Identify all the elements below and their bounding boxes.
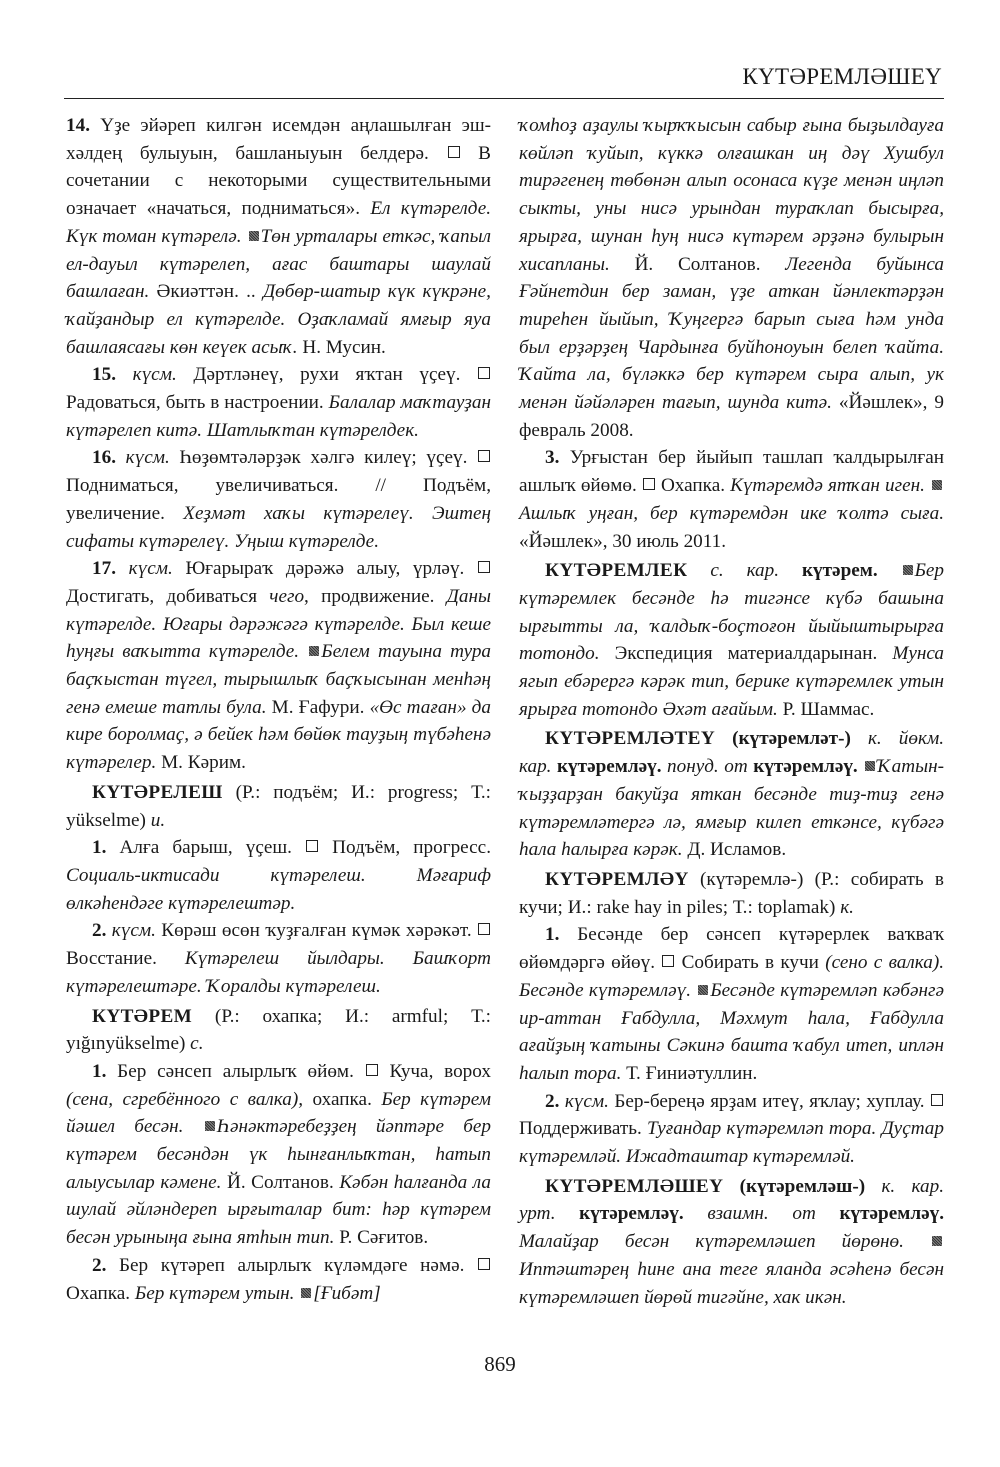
definition-text: Алға барыш, үҫеш. bbox=[106, 837, 306, 859]
russian-translation: Достигать, добиваться bbox=[66, 585, 270, 607]
definition-text: Бер сәнсеп алырлыҡ өйөм. bbox=[106, 1060, 365, 1082]
russian-translation: Охапка. bbox=[655, 475, 731, 497]
running-head: КҮТӘРЕМЛӘШЕҮ bbox=[742, 64, 942, 89]
source: Й. Солтанов. bbox=[609, 253, 786, 275]
example: Социаль-иктисади күтәрелеш. Мәғариф өлкәһендәге күтәрелештәр. bbox=[66, 864, 491, 914]
headword: КҮТӘРЕМЛӘТЕҮ bbox=[545, 728, 716, 750]
square-marker-icon bbox=[931, 1094, 943, 1106]
sense-number: 2. bbox=[545, 1090, 560, 1112]
grammar-label: күсм. bbox=[111, 920, 156, 942]
sense-number: 1. bbox=[92, 837, 107, 859]
source: Р. Шаммас. bbox=[777, 698, 875, 720]
definition-text: Һөҙөмтәләрҙәк хәлгә килеү; үҫеү. bbox=[169, 447, 478, 469]
right-column bbox=[519, 112, 944, 1311]
sense-16 bbox=[66, 444, 491, 555]
citation: Мунса ягып ебәрергә кәрәк тип, берике күтәремлек утын ярырға тотондо Әхәт ағайым. bbox=[519, 643, 944, 720]
citation-marker-icon bbox=[205, 1121, 215, 1131]
example: Балалар маҡтауҙан күтәрелеп китә. Шатлыҡтан күтәрелдек. bbox=[66, 392, 491, 441]
citation: [Ғибәт] bbox=[313, 1282, 381, 1304]
page-number: 869 bbox=[484, 1352, 516, 1376]
sense-1 bbox=[66, 834, 491, 917]
russian-translation: Поддерживать. bbox=[519, 1118, 647, 1140]
sense-1: 1. Бер сәнсеп алырлыҡ өйөм. Куча, ворох (сена, сгребённого с валка), охапка. Бер күтәрем йәшел бесән. Һәнәктәребеҙҙең йәптәре бер күтәрем бесәндән үк һынғанлыҡтан, һатып алыусылар кәмене. Й. Солтанов. Кәбән һалғанда ла шулай әйләндереп ырғыталар бит: һәр күтәрем бесән урыныңа ғына ятһын тип. Р. Сәғитов. bbox=[66, 1060, 492, 1249]
headword: КҮТӘРЕЛЕШ bbox=[92, 781, 223, 803]
cross-reference: күтәремләү. bbox=[557, 756, 662, 778]
sense-number: 1. bbox=[92, 1060, 107, 1082]
sense-1: 1. Бесәнде бер сәнсеп күтәрерлек ваҡваҡ өйөмдәргә өйөү. Собирать в кучи (сено с валка). Бесәнде күтәремләү. Бесәнде күтәремләп кәбәнгә ир-аттан Ғабдулла, Мәхмут һала, Ғабдулла ағайҙың ҡатыны Сәкинә башта ҡабул итеп, иплән һалып тора. Т. Ғиниәтуллин. bbox=[519, 924, 945, 1084]
source: Т. Ғиниәтуллин. bbox=[621, 1062, 758, 1084]
citation: Легенда буйынса Ғәйнетдин бер заман, үҙе аткан йәнлектәрҙән тиреһен йыйып, Ҡуңгергә барып сыға һәм унда был ерҙәрҙең Чардынға буйһоноуын белеп ҡайта. Ҡайта ла, бүләккә бер күтәрем сыра алып, ук менән йәйәләрен тағып, шунда китә. bbox=[519, 253, 944, 414]
source: «Йәшлек», 30 июль 2011. bbox=[519, 530, 727, 552]
citation-continued bbox=[519, 112, 944, 444]
citation-marker-icon bbox=[249, 231, 259, 241]
example: Бер күтәрем йәшел бесән. bbox=[66, 1088, 491, 1138]
source: Экспедиция материалдарынан. bbox=[599, 643, 893, 665]
citation: Ҡатын-ҡыҙҙарҙан бакуйҙа яткан бесәнде тиҙ-тиҙ генә күтәремләтергә лә, ямғыр килеп еткәнсе, күбәгә һала һалырға кәрәк. bbox=[519, 756, 944, 861]
source: М. Кәрим. bbox=[156, 752, 246, 774]
example: Туғандар күтәремләп тора. Дуҫтар күтәремләй. Ижадташтар күтәремләй. bbox=[519, 1118, 944, 1168]
sense-2 bbox=[66, 1252, 491, 1307]
page-header bbox=[64, 58, 944, 99]
entry-kutaremlek bbox=[519, 557, 944, 723]
grammar-label: взаимн. от bbox=[683, 1203, 840, 1225]
citation: Кәбән һалғанда ла шулай әйләндереп ырғыталар бит: һәр күтәрем бесән урыныңа ғына ятһын тип. bbox=[66, 1171, 492, 1249]
headword: КҮТӘРЕМ bbox=[92, 1005, 193, 1027]
source: Н. Мусин. bbox=[297, 336, 386, 358]
grammar-label: с. кар. bbox=[687, 560, 780, 582]
square-marker-icon bbox=[478, 1258, 490, 1270]
russian-translation: Охапка. bbox=[66, 1282, 135, 1304]
source: М. Ғафури. bbox=[266, 696, 370, 718]
sense-number: 2. bbox=[92, 1254, 107, 1276]
part-of-speech: с. bbox=[190, 1033, 204, 1055]
cross-reference: күтәрем. bbox=[801, 560, 878, 582]
citation-marker-icon bbox=[903, 565, 913, 575]
equivalents: (күтәремлә-) (Р.: собирать в кучи; И.: rake hay in piles; Т.: toplamak) bbox=[519, 868, 944, 918]
russian-translation: Собирать в кучи bbox=[675, 952, 826, 974]
left-column bbox=[66, 112, 491, 1307]
sense-number: 14. bbox=[66, 115, 90, 136]
square-marker-icon bbox=[306, 840, 318, 852]
definition-text: Урғыстан бер йыйып ташлап ҡалдырылған ашлыҡ өйөмө. bbox=[519, 447, 944, 497]
citation: «Өс таған» да кире боролмаҫ, ә бейек һәм бөйөк тауҙың түбәһенә күтәрелер. bbox=[66, 696, 491, 774]
source: Р. Сәғитов. bbox=[334, 1227, 429, 1249]
grammar-label: күсм. bbox=[564, 1090, 609, 1112]
square-marker-icon bbox=[478, 923, 490, 935]
square-marker-icon bbox=[366, 1064, 378, 1076]
example: Хеҙмәт хаҡы күтәрелеү. Эштең сифаты күтәрелеү. Уңыш күтәрелде. bbox=[66, 502, 491, 552]
sense-number: 3. bbox=[545, 447, 560, 469]
grammar-label: к. йөкм. кар. bbox=[519, 728, 944, 778]
sense-2 bbox=[519, 1088, 944, 1171]
square-marker-icon bbox=[478, 450, 490, 462]
citation-marker-icon bbox=[865, 761, 875, 771]
grammar-label: к. кар. урт. bbox=[519, 1175, 944, 1225]
source: Әкиәттән. .. bbox=[149, 281, 263, 303]
sense-number: 2. bbox=[92, 920, 107, 942]
headword: КҮТӘРЕМЛӘҮ bbox=[545, 868, 689, 890]
example: Ел күтәрелде. Күк томан күтәрелә. bbox=[66, 198, 492, 247]
definition-text: Үҙе эйәреп килгән исемдән аңлашылған эш-хәлдең булыуын, башланыуын белдерә. bbox=[66, 115, 491, 164]
grammar-label: күсм. bbox=[132, 364, 177, 386]
russian-translation: Куча, ворох bbox=[378, 1060, 491, 1082]
grammar-label: күсм. bbox=[125, 447, 170, 469]
source: Д. Исламов. bbox=[682, 839, 787, 861]
citation: Бесәнде күтәремләп кәбәнгә ир-аттан Ғабдулла, Мәхмут һала, Ғабдулла ағайҙың ҡатыны Сәкинә башта ҡабул итеп, иплән һалып тора. bbox=[519, 979, 944, 1084]
cross-reference: күтәремләү. bbox=[753, 756, 858, 778]
definition-text: Дәртләнеү, рухи яҡтан үҫеү. bbox=[176, 364, 477, 386]
entry-kutarem bbox=[66, 1003, 491, 1058]
example: Малайҙар бесән күтәремләшеп йөрөнө. bbox=[519, 1231, 904, 1253]
citation: ҡомһоҙ аҙаулы ҡырҡҡысын сабыр ғына быҙылдауға көйләп ҡуйып, күккә олғашкан иң дәү Хушбул тирәгенең төбөнән алып осонаса күҙе менән иңләп сыкты, уны нисә урындан тураҡлап бысырға, ярырға, шунан һуң нисә күтәрем әрҙәнә булырын хисапланы. bbox=[519, 115, 944, 275]
part-of-speech: и. bbox=[150, 809, 166, 831]
definition-text: Бер-береңә ярҙам итеү, яҡлау; хуплау. bbox=[608, 1090, 931, 1112]
russian-translation: Восстание. bbox=[66, 948, 185, 970]
equivalents: (Р.: охапка; И.: armful; Т.: yığınyükselme) bbox=[66, 1005, 491, 1055]
definition-text: Юғарыраҡ дәрәжә алыу, үрләү. bbox=[172, 558, 478, 580]
source: Й. Солтанов. bbox=[221, 1171, 340, 1193]
square-marker-icon bbox=[662, 955, 674, 967]
citation-marker-icon bbox=[932, 1236, 942, 1246]
headword: КҮТӘРЕМЛЕК bbox=[545, 560, 688, 582]
entry-kutarelesh bbox=[66, 779, 491, 834]
square-marker-icon bbox=[478, 561, 490, 573]
russian-translation: Радоваться, быть в настроении. bbox=[66, 392, 329, 414]
citation-marker-icon bbox=[309, 646, 319, 656]
example: Даны күтәрелде. Юғары дәрәжәгә күтәрелде. Был кеше һуңғы ваҡытта күтәрелде. bbox=[66, 585, 491, 663]
grammar-label: понуд. от bbox=[661, 756, 754, 778]
example: Бер күтәрем утын. bbox=[134, 1282, 295, 1304]
russian-translation: Подниматься, увеличиваться. // Подъём, увеличение. bbox=[66, 475, 491, 524]
square-marker-icon bbox=[643, 478, 655, 490]
sense-3 bbox=[519, 444, 944, 555]
entry-kutaremlasheu bbox=[519, 1173, 944, 1312]
citation: Иптәштәрең һине ана теге яланда әсәһенә бесән күтәремләшеп йөрөй тигәйне, хак икән. bbox=[519, 1258, 944, 1308]
example: Күтәремдә ятҡан иген. bbox=[730, 475, 925, 497]
russian-translation: В сочетании с некоторыми существительными означает «начаться, подниматься». bbox=[66, 142, 491, 220]
citation: Дөбөр-шатыр күк күкрәне, ҡайҙандыр ел күтәрелде. Оҙаҡламай ямғыр яуа башлаясағы көн кеүек асыҡ. bbox=[66, 281, 491, 358]
equivalents: (Р.: подъём; И.: progress; Т.: yükselme) bbox=[66, 781, 491, 831]
citation: Белем тауына тура баҫҡыстан түгел, тырышлыҡ баҫҡысынан менһәң генә емеше татлы була. bbox=[66, 641, 492, 718]
example: Бесәнде күтәремләү. bbox=[519, 979, 691, 1001]
definition-text: Көрәш өсөн ҡуҙғалған күмәк хәрәкәт. bbox=[155, 920, 478, 942]
citation: Ашлыҡ уңған, бер күтәремдән ике ҡолтә сыға. bbox=[519, 502, 944, 524]
part-of-speech: к. bbox=[840, 896, 854, 918]
definition-text: Бер күтәреп алырлыҡ күләмдәге нәмә. bbox=[106, 1254, 477, 1276]
sense-2 bbox=[66, 917, 491, 1000]
square-marker-icon bbox=[478, 367, 490, 379]
stem: (күтәремләт-) bbox=[715, 728, 868, 750]
russian-translation: Подъём, прогресс. bbox=[319, 837, 491, 859]
sense-14 bbox=[66, 112, 491, 361]
citation-marker-icon bbox=[698, 985, 708, 995]
citation: Төн урталары еткәс, ҡапыл ел-дауыл күтәрелеп, ағас баштары шаулай башлаған. bbox=[66, 225, 491, 303]
source: «Йәшлек», 9 февраль 2008. bbox=[519, 392, 944, 441]
sense-15 bbox=[66, 361, 491, 444]
sense-number: 16. bbox=[92, 447, 116, 469]
example: Күтәрелеш йылдары. Башҡорт күтәрелештәре. Ҡоралды күтәрелеш. bbox=[66, 948, 492, 997]
sense-number: 1. bbox=[545, 924, 560, 946]
citation: Һәнәктәребеҙҙең йәптәре бер күтәрем бесәндән үк һынғанлыҡтан, һатып алыусылар кәмене. bbox=[66, 1116, 492, 1193]
definition-text: Бесәнде бер сәнсеп күтәрерлек ваҡваҡ өйөмдәргә өйөү. bbox=[519, 924, 944, 974]
citation-marker-icon bbox=[932, 480, 942, 490]
entry-kutaremlateu bbox=[519, 725, 944, 864]
citation-marker-icon bbox=[301, 1288, 311, 1298]
stem: (күтәремләш-) bbox=[723, 1175, 882, 1197]
sense-17: 17. күсм. Юғарыраҡ дәрәжә алыу, үрләү. Достигать, добиваться чего, продвижение. Даны күтәрелде. Юғары дәрәжәгә күтәрелде. Был кеше һуңғы ваҡытта күтәрелде. Белем тауына тура баҫҡыстан түгел, тырышлыҡ баҫҡысынан менһәң генә емеше татлы була. М. Ғафури. «Өс таған» да кире боролмаҫ, ә бейек һәм бөйөк тауҙың түбәһенә күтәрелер. М. Кәрим. bbox=[66, 558, 492, 774]
cross-reference: күтәремләү. bbox=[579, 1203, 684, 1225]
grammar-label: күсм. bbox=[128, 558, 173, 580]
entry-kutaremlau bbox=[519, 866, 944, 921]
headword: КҮТӘРЕМЛӘШЕҮ bbox=[545, 1175, 724, 1197]
sense-number: 15. bbox=[92, 364, 116, 386]
sense-number: 17. bbox=[92, 558, 116, 580]
cross-reference: күтәремләү. bbox=[839, 1203, 944, 1225]
square-marker-icon bbox=[448, 146, 460, 158]
citation: Бер күтәремлек бесәнде һә тигәнсе күбә башына ырғытты ла, ҡалдыҡ-боҫтоғон йыйыштырырға тотондо. bbox=[519, 560, 945, 665]
